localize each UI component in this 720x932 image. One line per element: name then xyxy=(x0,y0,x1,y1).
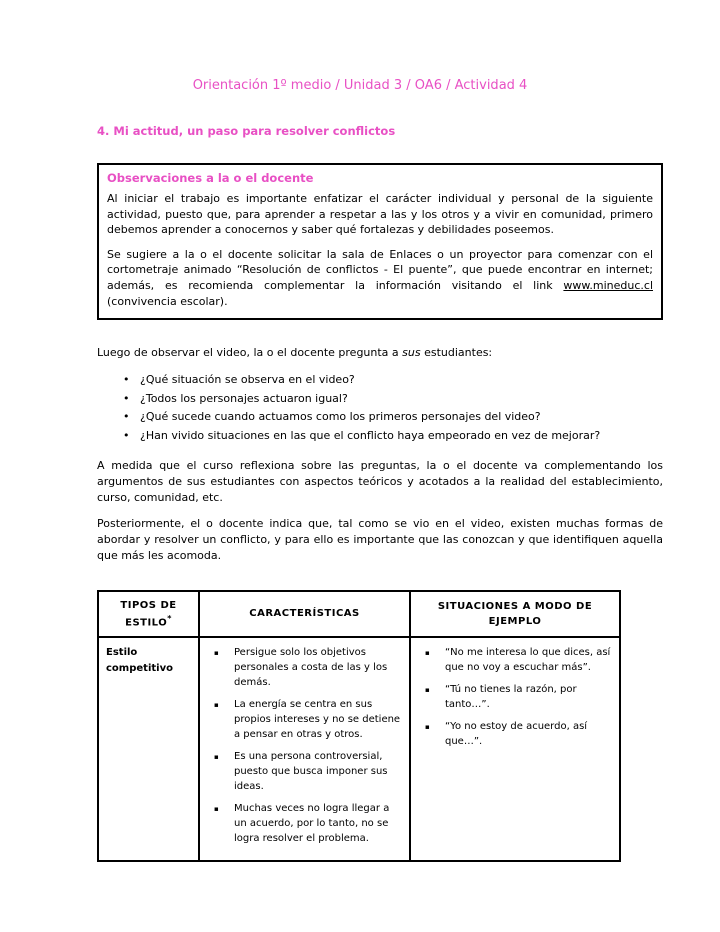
characteristic-item: ▪ Muchas veces no logra llegar a un acuerdo, por lo tanto, no se logra resolver el problema. xyxy=(214,803,390,845)
question-list xyxy=(97,372,663,444)
examples-list xyxy=(417,645,613,749)
bullet-icon: • xyxy=(123,391,130,405)
question-text: ¿Todos los personajes actuaron igual? xyxy=(140,391,348,405)
table-row xyxy=(98,637,620,861)
observations-paragraph-2 xyxy=(107,247,653,309)
footnote-marker: * xyxy=(167,613,172,623)
question-text: ¿Qué situación se observa en el video? xyxy=(140,373,355,387)
document-title: Orientación 1º medio / Unidad 3 / OA6 / Actividad 4 xyxy=(192,78,528,93)
followup-paragraph: Posteriormente, el o docente indica que, tal como se vio en el video, existen muchas formas de abordar y resolver un conflicto, y para ello es importante que las conozcan y que identifiquen aquella que más les acomoda. xyxy=(97,517,663,562)
question-text: ¿Han vivido situaciones en las que el conflicto haya empeorado en vez de mejorar? xyxy=(140,428,601,442)
characteristic-item: ▪ Es una persona controversial, puesto que busca imponer sus ideas. xyxy=(214,751,388,793)
bullet-icon: • xyxy=(123,373,130,387)
example-item: ▪ “Tú no tienes la razón, por tanto…”. xyxy=(425,684,577,711)
reflection-paragraph: A medida que el curso reflexiona sobre las preguntas, la o el docente va complementando los argumentos de sus estudiantes con aspectos teóricos y acotados a la realidad del establecimiento, curso, comunidad, etc. xyxy=(97,459,663,505)
question-item xyxy=(97,428,663,445)
question-item xyxy=(97,372,663,389)
square-bullet-icon: ▪ xyxy=(425,686,430,695)
style-name-cell: Estilo competitivo xyxy=(98,637,199,861)
square-bullet-icon: ▪ xyxy=(214,753,219,762)
intro-italic-word: sus xyxy=(402,346,421,360)
observations-heading: Observaciones a la o el docente xyxy=(107,171,314,185)
teacher-observations-box xyxy=(97,163,663,320)
intro-text-before: Luego de observar el video, la o el docente pregunta a xyxy=(97,346,403,360)
example-item: ▪ “No me interesa lo que dices, así que no voy a escuchar más”. xyxy=(425,647,611,674)
column-header-caracteristicas: CARACTERÍSTICAS xyxy=(199,591,410,637)
characteristics-list xyxy=(206,645,403,846)
question-item xyxy=(97,391,663,408)
intro-sentence xyxy=(97,345,663,361)
square-bullet-icon: ▪ xyxy=(425,649,430,658)
column-header-situaciones: SITUACIONES A MODO DE EJEMPLO xyxy=(410,591,620,637)
square-bullet-icon: ▪ xyxy=(425,723,430,732)
question-text: ¿Qué sucede cuando actuamos como los primeros personajes del video? xyxy=(140,410,541,424)
bullet-icon: • xyxy=(123,428,130,442)
paragraph-2-text-before-link: Se sugiere a la o el docente solicitar la sala de Enlaces o un proyector para comenzar con el cortometraje animado “Resolución de conflictos - El puente”, que puede encontrar en internet; además, es recomienda complementar la información visitando el link xyxy=(107,247,653,293)
paragraph-2-text-after-link: (convivencia escolar). xyxy=(107,294,228,308)
example-item: ▪ “Yo no estoy de acuerdo, así que…”. xyxy=(425,721,588,748)
observations-paragraph-1: Al iniciar el trabajo es importante enfatizar el carácter individual y personal de la siguiente actividad, puesto que, para aprender a respetar a las y los otros y a vivir en comunidad, primero debemos aprender a conocernos y saber qué fortalezas y debilidades poseemos. xyxy=(107,192,653,237)
square-bullet-icon: ▪ xyxy=(214,701,219,710)
table-header-row xyxy=(98,591,620,637)
question-item xyxy=(97,409,663,426)
square-bullet-icon: ▪ xyxy=(214,805,219,814)
examples-cell xyxy=(410,637,620,861)
intro-text-after: estudiantes: xyxy=(420,346,493,360)
conflict-styles-table xyxy=(97,590,621,862)
activity-heading: 4. Mi actitud, un paso para resolver conflictos xyxy=(97,124,396,138)
characteristic-item: ▪ La energía se centra en sus propios intereses y no se detiene a pensar en otras y otros. xyxy=(214,699,401,741)
bullet-icon: • xyxy=(123,410,130,424)
characteristic-item: ▪ Persigue solo los objetivos personales a costa de las y los demás. xyxy=(214,647,388,689)
document-content xyxy=(97,124,663,862)
mineduc-link[interactable]: www.mineduc.cl xyxy=(563,279,653,293)
column-header-tipos-de-estilo: TIPOS DE ESTILO* xyxy=(98,591,199,637)
square-bullet-icon: ▪ xyxy=(214,649,219,658)
characteristics-cell xyxy=(199,637,410,861)
